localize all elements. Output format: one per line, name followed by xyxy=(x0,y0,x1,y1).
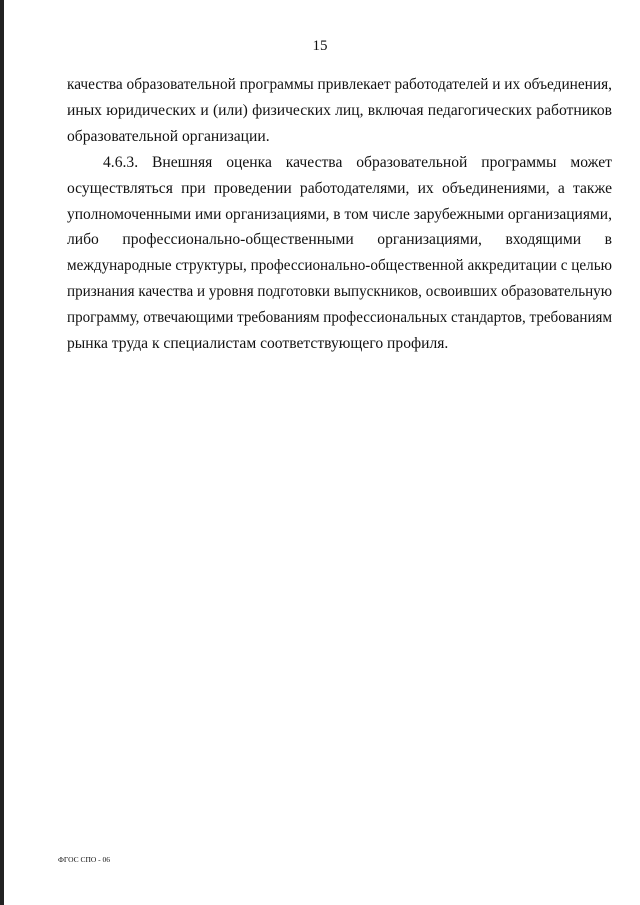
text-line xyxy=(67,230,612,250)
scan-edge xyxy=(0,0,4,905)
text-line-content: иных юридических и (или) физических лиц, включая педагогических работников xyxy=(67,102,612,119)
text-line-content: признания качества и уровня подготовки выпускников, освоивших образовательную xyxy=(67,283,612,300)
section-heading-line xyxy=(103,153,612,173)
text-line xyxy=(67,101,612,121)
text-line xyxy=(67,205,612,225)
text-line-content: осуществляться при проведении работодателями, их объединениями, а также xyxy=(67,180,612,197)
text-line-content: 4.6.3. Внешняя оценка качества образовательной программы может xyxy=(103,154,612,171)
text-line-content: либо профессионально-общественными организациями, входящими в xyxy=(67,231,612,248)
text-line xyxy=(67,334,612,354)
text-line-content: уполномоченными ими организациями, в том числе зарубежными организациями, xyxy=(67,206,612,223)
text-line-content: международные структуры, профессионально-общественной аккредитации с целью xyxy=(67,257,612,274)
text-line xyxy=(67,282,612,302)
text-line xyxy=(67,127,612,147)
text-line-content: программу, отвечающими требованиям профессиональных стандартов, требованиям xyxy=(67,309,612,326)
text-line xyxy=(67,308,612,328)
footer-code: ФГОС СПО - 06 xyxy=(58,855,111,864)
text-line xyxy=(67,179,612,199)
page-number: 15 xyxy=(312,38,328,54)
text-line-content: образовательной организации. xyxy=(67,128,270,145)
text-line-content: рынка труда к специалистам соответствующего профиля. xyxy=(67,335,449,352)
text-line xyxy=(67,256,612,276)
text-line-content: качества образовательной программы привлекает работодателей и их объединения, xyxy=(67,76,612,93)
text-line xyxy=(67,75,612,95)
